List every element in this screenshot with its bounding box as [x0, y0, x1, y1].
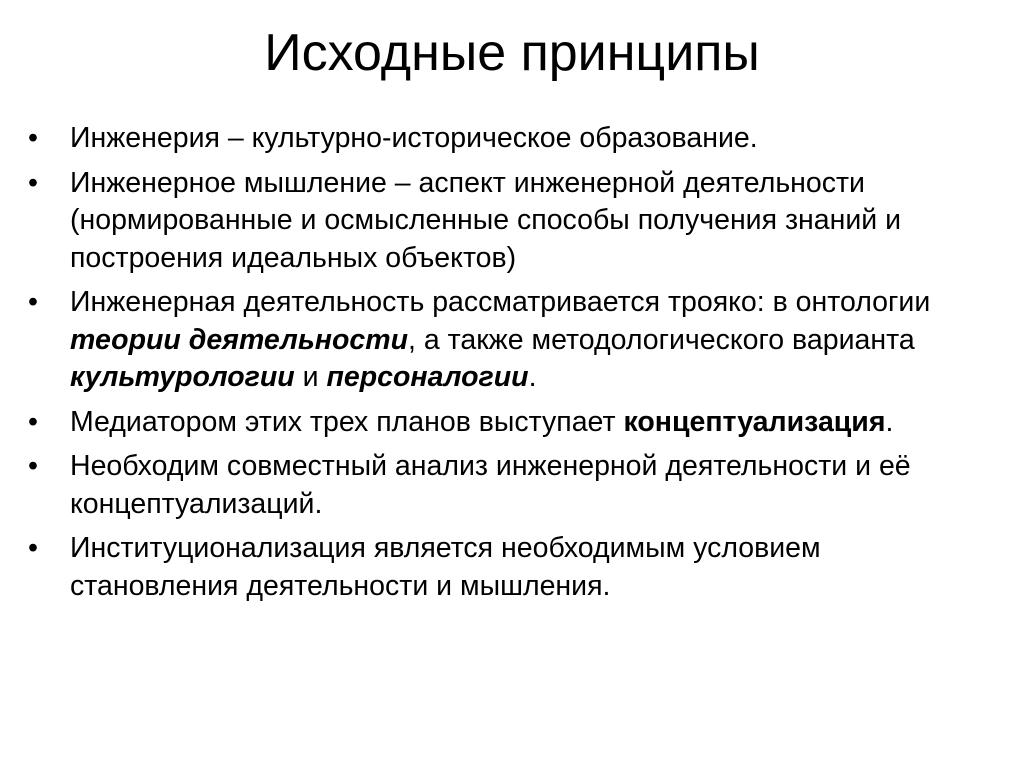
bullet-text: Медиатором этих трех планов выступает — [70, 405, 624, 438]
emphasis-text: персоналогии — [326, 361, 529, 393]
bullet-text: . — [885, 405, 894, 438]
slide-title: Исходные принципы — [264, 24, 760, 82]
strong-text: концептуализация — [623, 405, 886, 438]
bullet-text: Инженерная деятельность рассматривается трояко: в онтологии — [70, 286, 931, 318]
bullet-text: Инженерия – культурно-историческое образование. — [70, 122, 758, 154]
emphasis-text: теории деятельности — [70, 323, 409, 356]
bullet-item — [22, 165, 982, 278]
bullet-item — [22, 284, 982, 397]
bullet-text: , а также методологического варианта — [408, 323, 915, 356]
bullet-item — [22, 120, 982, 158]
bullet-list — [22, 120, 982, 612]
bullet-text: и — [294, 361, 327, 393]
bullet-text: Институционализация является необходимым условием становления деятельности и мышления. — [70, 532, 821, 602]
bullet-item — [22, 448, 982, 523]
bullet-text: Инженерное мышление – аспект инженерной деятельности (нормированные и осмысленные способы получения знаний и построения идеальных объектов) — [70, 166, 902, 274]
bullet-text: Необходим совместный анализ инженерной деятельности и её концептуализаций. — [70, 450, 911, 520]
bullet-item — [22, 530, 982, 605]
bullet-item — [22, 404, 982, 442]
bullet-text: . — [528, 361, 537, 393]
emphasis-text: культурологии — [70, 361, 295, 393]
